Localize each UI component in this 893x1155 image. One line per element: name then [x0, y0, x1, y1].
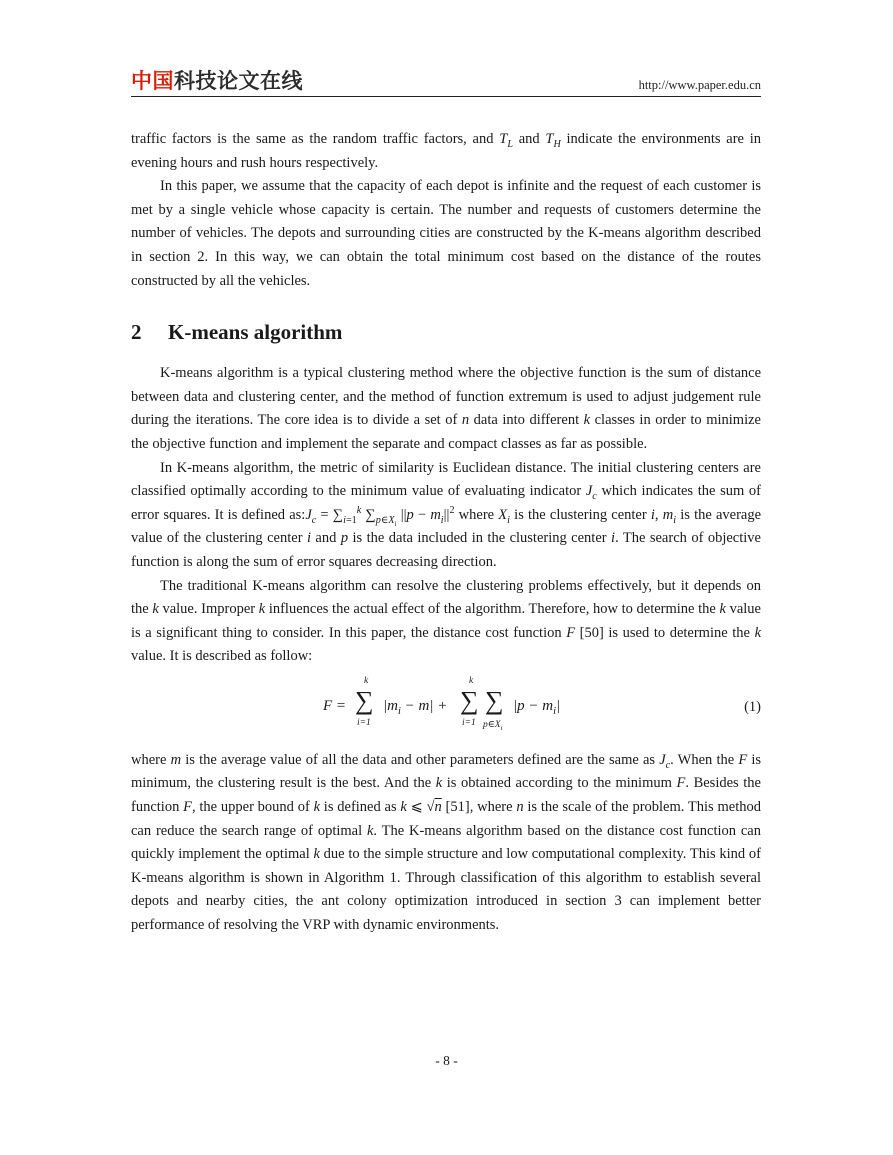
page-number: - 8 -	[435, 1053, 458, 1068]
equation-body	[323, 671, 583, 747]
sum3-symbol: ∑	[485, 685, 504, 715]
equation-1	[131, 671, 761, 747]
paragraph-distance-cost: where m is the average value of all the data and other parameters defined are the same as $J_c$. When the F is minimum, the clustering result is the best. And the k is obtained according to the minimum F. Besides the function F, the upper bound of k is defined as k ⩽ √n [51], where n is the scale of the problem. This method can reduce the search range of optimal k. The K-means algorithm based on the distance cost function can quickly implement the optimal k due to the simple structure and low computational complexity. This kind of K-means algorithm is shown in Algorithm 1. Through classification of this algorithm to establish several depots and nearby cities, the ant colony optimization introduced in section 3 can implement better performance of resolving the VRP with dynamic environments.	[131, 751, 762, 934]
logo-dark-text: 科技论文在线	[174, 69, 303, 93]
sum3-lower: $p\in X_i$	[483, 719, 503, 732]
sum2-upper: k	[469, 675, 474, 686]
paragraph-assumptions: In this paper, we assume that the capacity of each depot is infinite and the request of each customer is met by a single vehicle whose capacity is certain. The number and requests of customers determine the number of vehicles. The depots and surrounding cities are constructed by the K-means algorithm described in section 2. In this way, we can obtain the total minimum cost based on the distance of the routes constructed by all the vehicles.	[131, 178, 761, 289]
paragraph-continuation: traffic factors is the same as the random traffic factors, and $T_L$ and $T_H$ indicate the environments are in evening hours and rush hours respectively.	[131, 131, 762, 171]
logo-red-text: 中国	[131, 69, 174, 93]
page-body	[131, 128, 761, 938]
journal-logo	[131, 69, 303, 93]
sum1-symbol: ∑	[355, 685, 374, 715]
section-heading	[131, 317, 761, 347]
section-number: 2	[131, 320, 142, 345]
sum1-lower: i=1	[357, 717, 371, 728]
equation-lhs: F =	[323, 697, 347, 714]
paragraph-k-value: The traditional K-means algorithm can resolve the clustering problems effectively, but it depends on the k value. Improper k influences the actual effect of the algorithm. Therefore, how to determine the k value is a significant thing to consider. In this paper, the distance cost function F [50] is used to determine the k value. It is described as follow:	[131, 577, 762, 665]
equation-number: (1)	[744, 698, 761, 715]
sum2-symbol: ∑	[460, 685, 479, 715]
paragraph-kmeans-intro: K-means algorithm is a typical clustering method where the objective function is the sum of distance between data and clustering center, and the method of function extremum is used to adjust judgement rule during the iterations. The core idea is to divide a set of n data into different k classes in order to minimize the objective function and implement the separate and compact classes as far as possible.	[131, 365, 761, 452]
header-url[interactable]: http://www.paper.edu.cn	[638, 78, 761, 92]
sum2-lower: i=1	[462, 717, 476, 728]
paragraph-similarity-metric: In K-means algorithm, the metric of similarity is Euclidean distance. The initial clustering centers are classified optimally according to the minimum value of evaluating indicator $J_c$ which indicates the sum of error squares. It is defined $as:J_c = \sum_{i=1}^k$ $\sum_{p\in X_i}$ $||p - m_i||^2$ where $X_i$ is the clustering center i, $m_i$ is the average value of the clustering center i and p is the data included in the clustering center i. The search of objective function is along the sum of error squares decreasing direction.	[131, 459, 762, 570]
sum1-upper: k	[364, 675, 369, 686]
equation-term2: $|p - m_i|$	[513, 697, 561, 717]
page-header	[131, 66, 761, 97]
equation-term1: $|m_i - m|$ +	[383, 697, 448, 717]
section-title: K-means algorithm	[168, 320, 343, 345]
